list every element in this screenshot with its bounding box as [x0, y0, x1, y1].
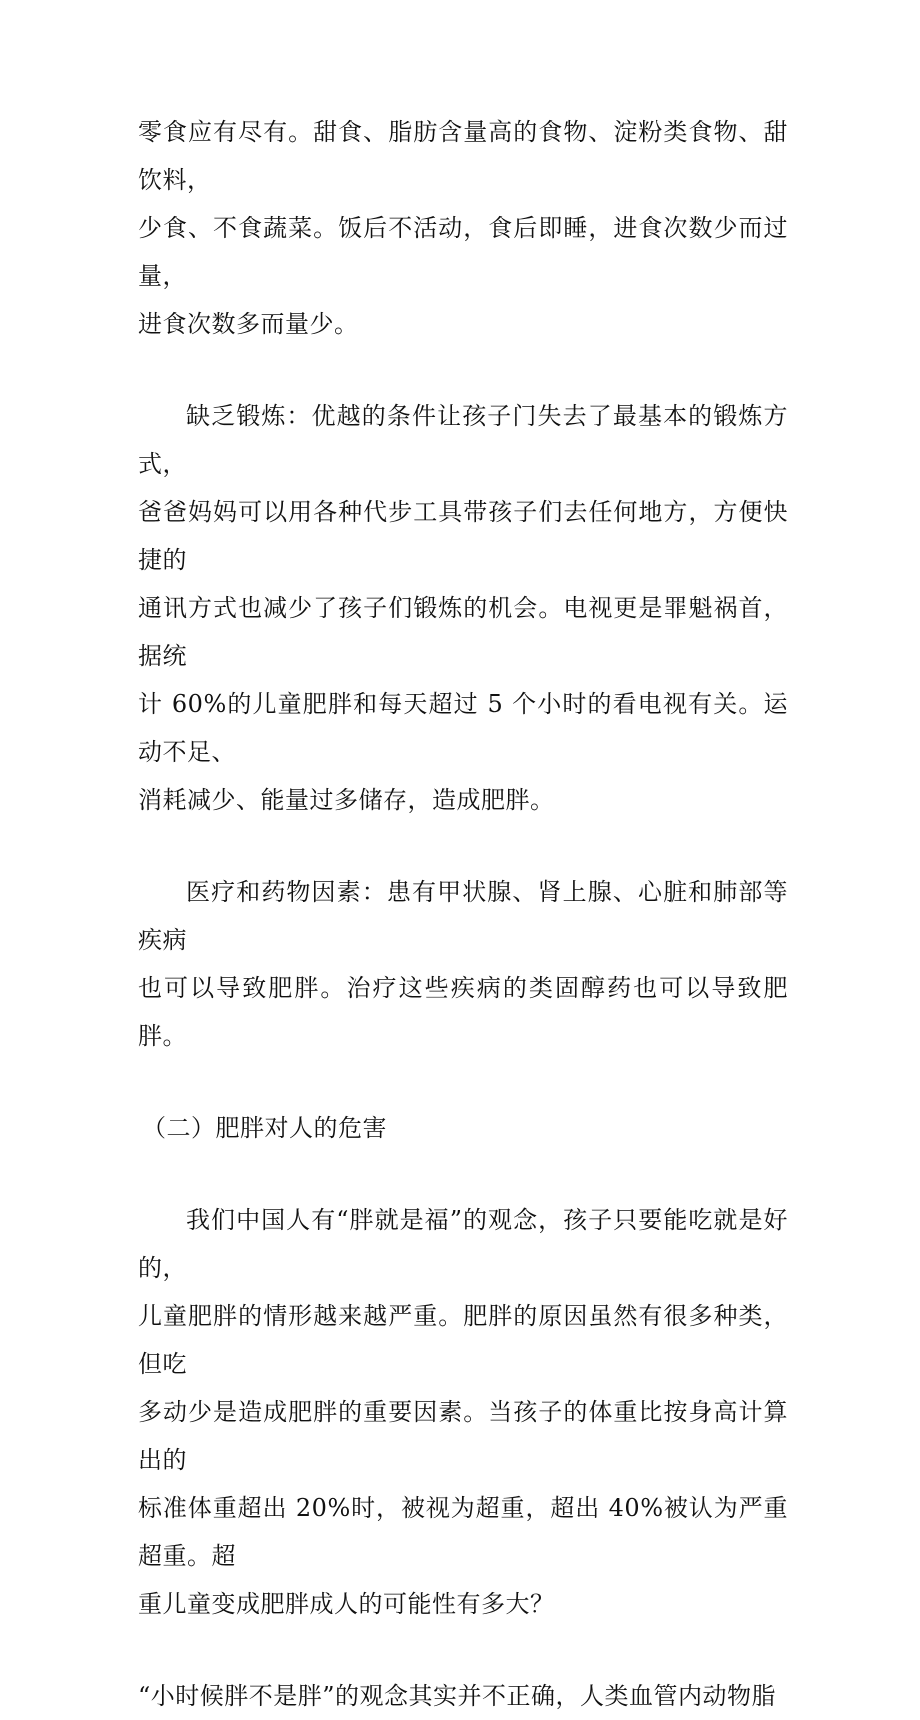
text-line: 少食、不食蔬菜。饭后不活动，食后即睡，进食次数少而过量，: [138, 214, 788, 290]
text-line: 通讯方式也减少了孩子们锻炼的机会。电视更是罪魁祸首，据统: [138, 594, 788, 670]
text-line: 儿童肥胖的情形越来越严重。肥胖的原因虽然有很多种类，但吃: [138, 1302, 788, 1378]
text-line: 计 60%的儿童肥胖和每天超过 5 个小时的看电视有关。运动不足、: [138, 690, 788, 766]
text-line: 我们中国人有“胖就是福”的观念，孩子只要能吃就是好的，: [138, 1206, 788, 1282]
paragraph-medical-factors: [138, 868, 788, 1060]
text-line: 零食应有尽有。甜食、脂肪含量高的食物、淀粉类食物、甜饮料，: [138, 118, 788, 194]
text-line: 缺乏锻炼：优越的条件让孩子门失去了最基本的锻炼方式，: [138, 402, 788, 478]
text-line: 多动少是造成肥胖的重要因素。当孩子的体重比按身高计算出的: [138, 1398, 788, 1474]
text-line: 进食次数多而量少。: [138, 310, 359, 338]
paragraph-chinese-view: [138, 1196, 788, 1628]
section-heading-text: （二）肥胖对人的危害: [142, 1114, 387, 1142]
text-line: 消耗减少、能量过多储存，造成肥胖。: [138, 786, 555, 814]
text-line: 医疗和药物因素：患有甲状腺、肾上腺、心脏和肺部等疾病: [138, 878, 788, 954]
text-line: 重儿童变成肥胖成人的可能性有多大？: [138, 1590, 555, 1618]
text-line: “小时候胖不是胖”的观念其实并不正确，人类血管内动物脂: [138, 1682, 777, 1710]
text-line: 也可以导致肥胖。治疗这些疾病的类固醇药也可以导致肥胖。: [138, 974, 788, 1050]
document-body: [138, 108, 788, 1720]
section-heading: [138, 1104, 788, 1152]
text-line: 爸爸妈妈可以用各种代步工具带孩子们去任何地方，方便快捷的: [138, 498, 788, 574]
paragraph-lack-of-exercise: [138, 392, 788, 824]
paragraph-childhood-fat: [138, 1672, 788, 1720]
text-line: 标准体重超出 20%时，被视为超重，超出 40%被认为严重超重。超: [138, 1494, 788, 1570]
paragraph-diet-habits: [138, 108, 788, 348]
